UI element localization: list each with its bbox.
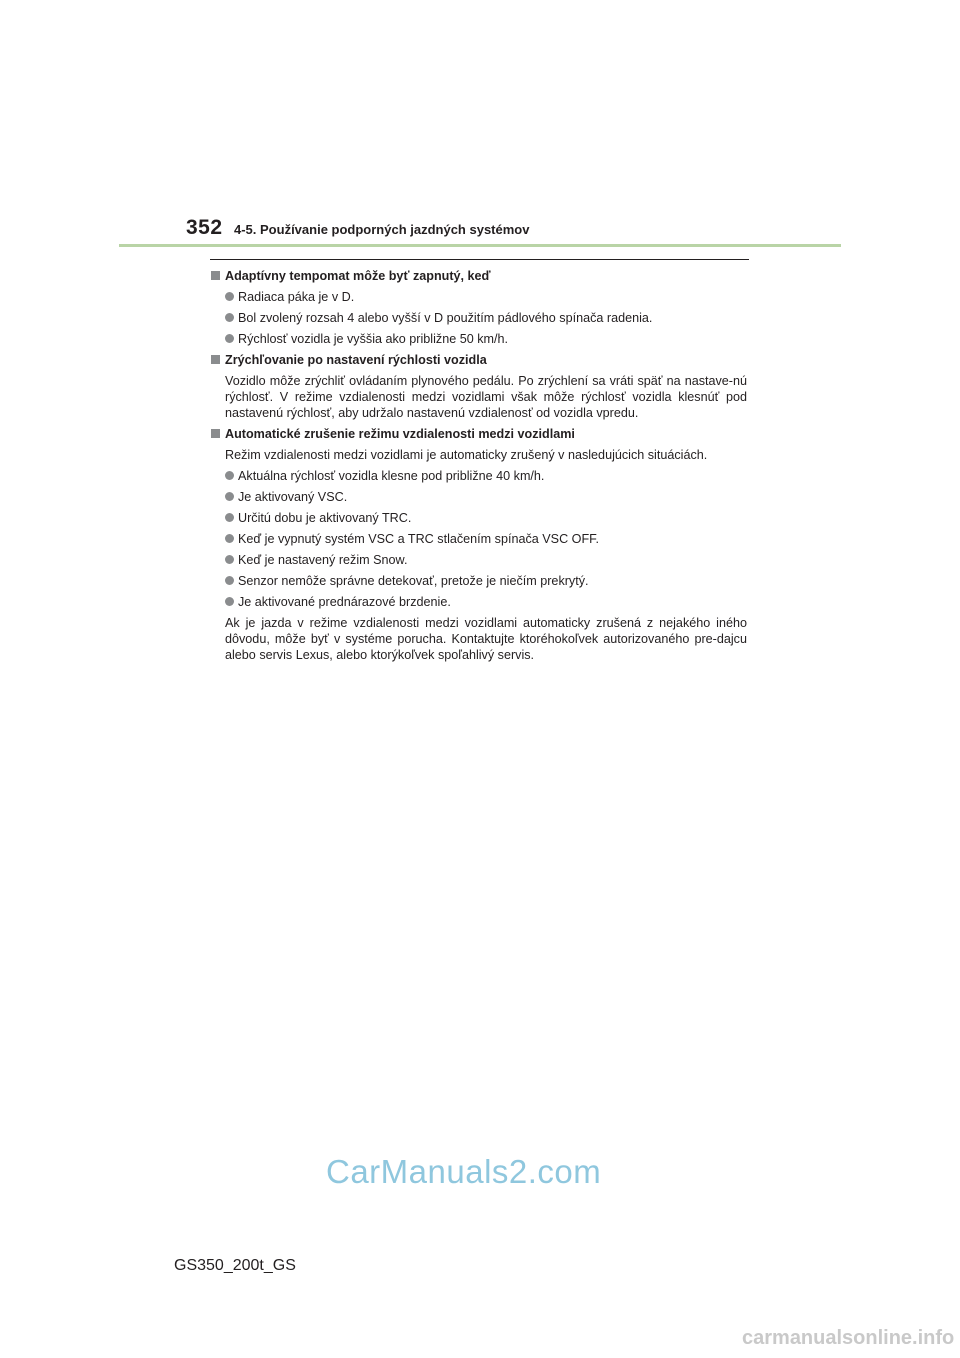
section-heading bbox=[211, 268, 747, 284]
bullet-text: Rýchlosť vozidla je vyššia ako približne 50 km/h. bbox=[238, 332, 509, 346]
page-header bbox=[186, 216, 746, 242]
section-heading bbox=[211, 426, 747, 442]
bullet-text: Aktuálna rýchlosť vozidla klesne pod približne 40 km/h. bbox=[238, 469, 545, 483]
bullet-text: Keď je nastavený režim Snow. bbox=[238, 553, 408, 567]
content-divider bbox=[210, 259, 749, 260]
circle-bullet-icon bbox=[225, 597, 234, 606]
bullet-text: Keď je vypnutý systém VSC a TRC stlačením spínača VSC OFF. bbox=[238, 532, 599, 546]
section-heading-text: Zrýchľovanie po nastavení rýchlosti vozidla bbox=[225, 353, 487, 367]
paragraph: Vozidlo môže zrýchliť ovládaním plynového pedálu. Po zrýchlení sa vráti späť na nastave-nú rýchlosť. V režime vzdialenosti medzi vozidlami však môže rýchlosť vozidla klesnúť pod nastavenú rýchlosť, aby udržalo nastavenú vzdialenosť od vozidla vpredu. bbox=[225, 374, 747, 420]
watermark-text: CarManuals2.com bbox=[326, 1153, 602, 1190]
bullet-item bbox=[225, 489, 747, 505]
circle-bullet-icon bbox=[225, 334, 234, 343]
bullet-text: Senzor nemôže správne detekovať, pretože je niečím prekrytý. bbox=[238, 574, 589, 588]
bullet-text: Radiaca páka je v D. bbox=[238, 290, 355, 304]
footer-model: GS350_200t_GS bbox=[174, 1257, 296, 1274]
bullet-item bbox=[225, 468, 747, 484]
circle-bullet-icon bbox=[225, 313, 234, 322]
page-number: 352 bbox=[186, 216, 223, 239]
bullet-item bbox=[225, 331, 747, 347]
bullet-item bbox=[225, 310, 747, 326]
circle-bullet-icon bbox=[225, 534, 234, 543]
circle-bullet-icon bbox=[225, 513, 234, 522]
bullet-item bbox=[225, 531, 747, 547]
circle-bullet-icon bbox=[225, 555, 234, 564]
manual-content bbox=[211, 268, 747, 668]
circle-bullet-icon bbox=[225, 292, 234, 301]
bullet-item bbox=[225, 510, 747, 526]
circle-bullet-icon bbox=[225, 471, 234, 480]
paragraph: Režim vzdialenosti medzi vozidlami je automaticky zrušený v nasledujúcich situáciách. bbox=[225, 448, 708, 462]
paragraph: Ak je jazda v režime vzdialenosti medzi vozidlami automaticky zrušená z nejakého iného dôvodu, môže byť v systéme porucha. Kontaktujte ktoréhokoľvek autorizovaného pre-dajcu alebo servis Lexus, alebo ktorýkoľvek spoľahlivý servis. bbox=[225, 616, 747, 662]
bullet-item bbox=[225, 573, 747, 589]
bullet-item bbox=[225, 552, 747, 568]
section-heading-text: Automatické zrušenie režimu vzdialenosti medzi vozidlami bbox=[225, 427, 575, 441]
header-divider bbox=[119, 244, 841, 247]
section-heading bbox=[211, 352, 747, 368]
square-bullet-icon bbox=[211, 355, 220, 364]
circle-bullet-icon bbox=[225, 576, 234, 585]
bullet-item bbox=[225, 594, 747, 610]
section-title: 4-5. Používanie podporných jazdných systémov bbox=[234, 222, 530, 237]
circle-bullet-icon bbox=[225, 492, 234, 501]
section-heading-text: Adaptívny tempomat môže byť zapnutý, keď bbox=[225, 269, 491, 283]
bullet-text: Bol zvolený rozsah 4 alebo vyšší v D použitím pádlového spínača radenia. bbox=[238, 311, 653, 325]
bullet-text: Určitú dobu je aktivovaný TRC. bbox=[238, 511, 412, 525]
square-bullet-icon bbox=[211, 429, 220, 438]
bullet-text: Je aktivované prednárazové brzdenie. bbox=[238, 595, 451, 609]
bullet-item bbox=[225, 289, 747, 305]
footer-site-watermark: carmanualsonline.info bbox=[742, 1327, 955, 1349]
bullet-text: Je aktivovaný VSC. bbox=[238, 490, 348, 504]
square-bullet-icon bbox=[211, 271, 220, 280]
